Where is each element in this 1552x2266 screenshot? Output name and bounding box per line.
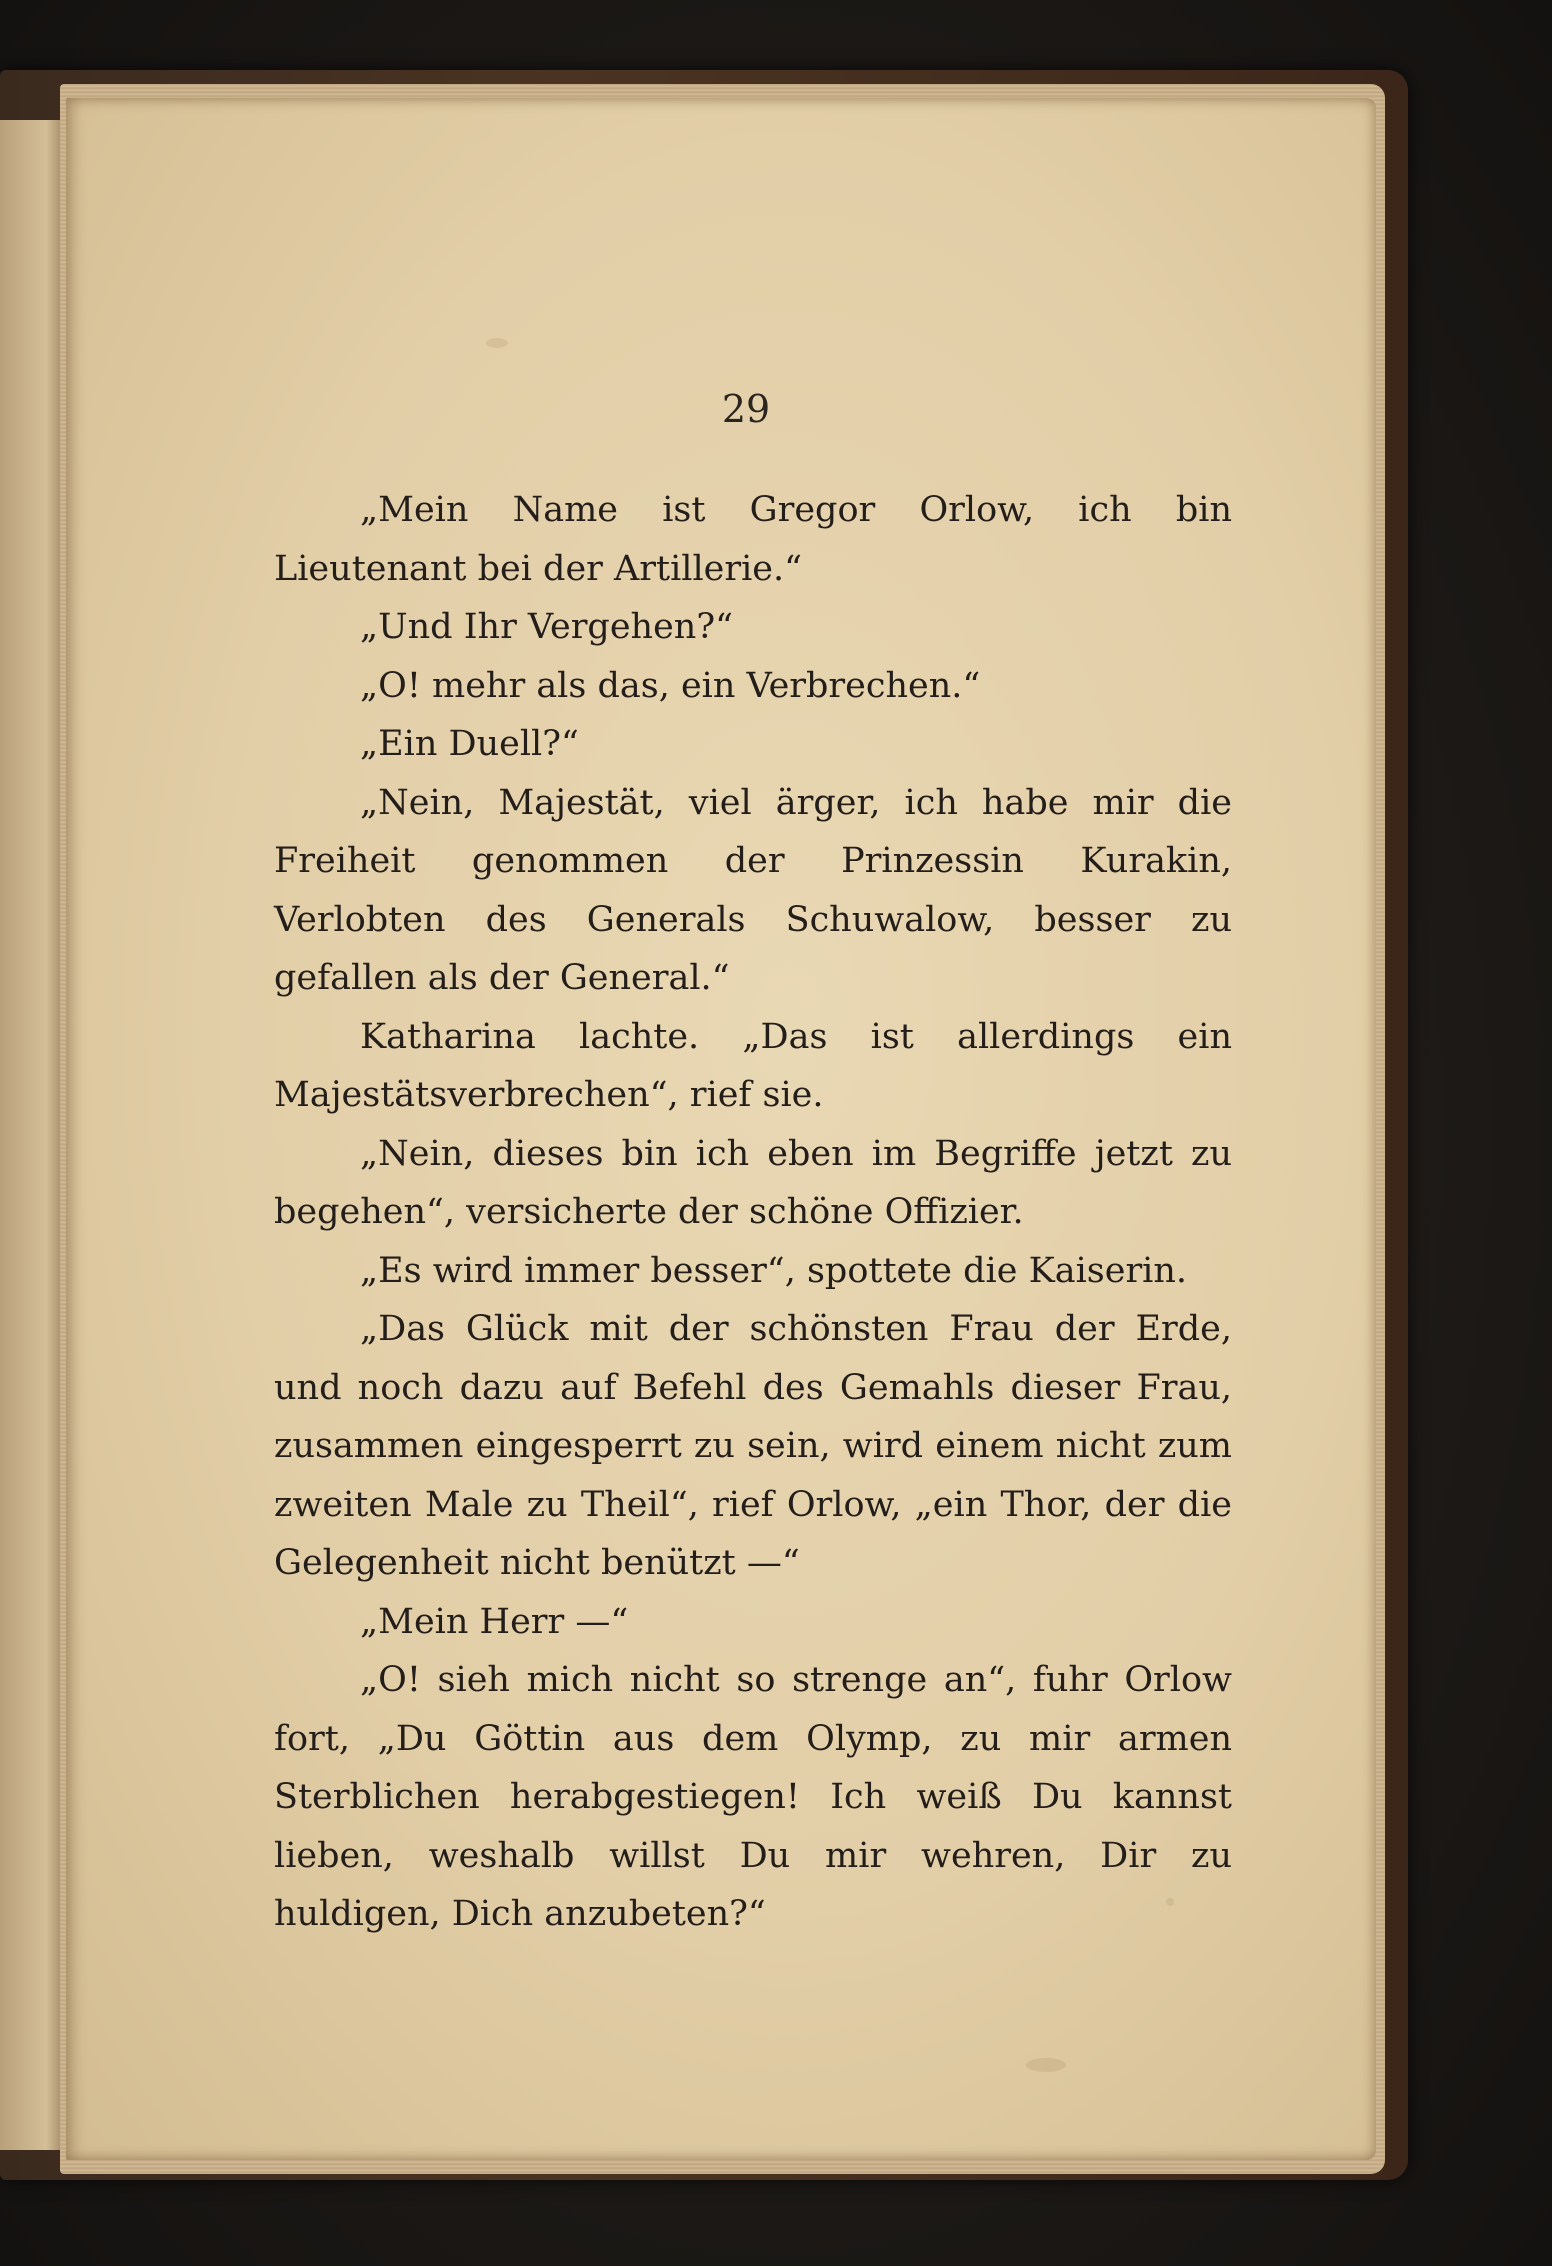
paragraph: „O! sieh mich nicht so strenge an“, fuhr Orlow fort, „Du Göttin aus dem Olymp, zu mir armen Sterblichen herabgestiegen! Ich weiß Du kannst lieben, weshalb willst Du mir wehren, Dir zu huldigen, Dich anzubeten?“	[274, 1660, 1232, 1934]
paragraph: Katharina lachte. „Das ist allerdings ein Majestätsverbrechen“, rief sie.	[274, 1016, 1232, 1115]
body-text	[274, 481, 1232, 1944]
paper-stain	[486, 338, 508, 348]
paragraph: „Nein, Majestät, viel ärger, ich habe mir die Freiheit genommen der Prinzessin Kurakin, Verlobten des Generals Schuwalow, besser zu gefallen als der General.“	[274, 782, 1232, 998]
book-page	[66, 98, 1376, 2160]
paragraph: „Mein Name ist Gregor Orlow, ich bin Lieutenant bei der Artillerie.“	[274, 490, 1232, 589]
page-number: 29	[721, 387, 771, 431]
paragraph: „Ein Duell?“	[360, 724, 579, 764]
paragraph: „Es wird immer besser“, spottete die Kaiserin.	[360, 1250, 1188, 1291]
paper-stain	[1026, 2058, 1066, 2072]
paragraph: „O! mehr als das, ein Verbrechen.“	[360, 665, 981, 706]
left-page-edge	[0, 120, 66, 2150]
paragraph: „Das Glück mit der schönsten Frau der Erde, und noch dazu auf Befehl des Gemahls dieser Frau, zusammen eingesperrt zu sein, wird einem nicht zum zweiten Male zu Theil“, rief Orlow, „ein Thor, der die Gelegenheit nicht benützt —“	[274, 1309, 1232, 1583]
paragraph: „Nein, dieses bin ich eben im Begriffe jetzt zu begehen“, versicherte der schöne Offizier.	[274, 1133, 1232, 1232]
paragraph: „Mein Herr —“	[360, 1601, 629, 1642]
paragraph: „Und Ihr Vergehen?“	[360, 607, 734, 647]
